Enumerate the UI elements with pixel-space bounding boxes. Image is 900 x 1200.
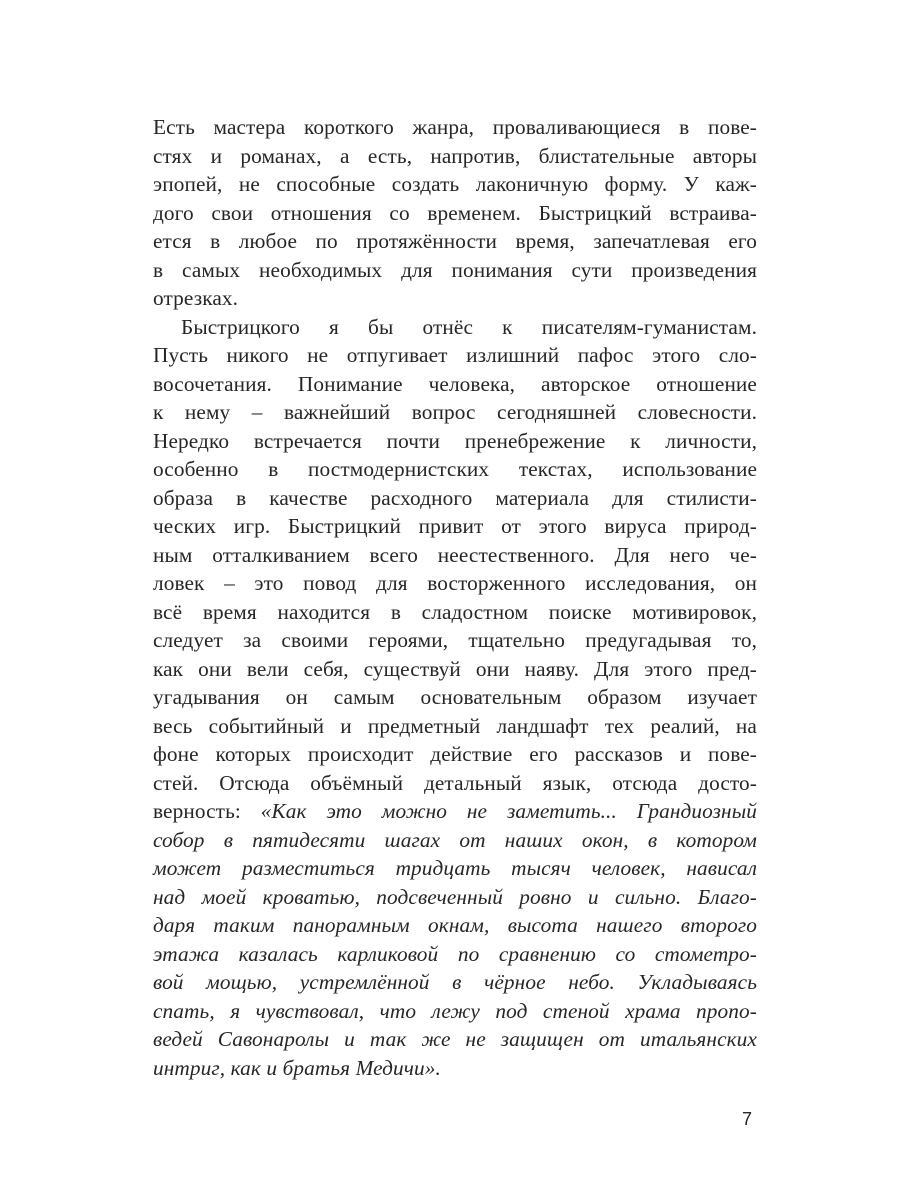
page-number: 7 — [742, 1109, 753, 1129]
paragraph-2-line: всё время находится в сладостном поиске мотивировок, — [153, 599, 757, 624]
paragraph-2-line: ным отталкиванием всего неестественного. Для него че- — [153, 542, 757, 567]
paragraph-2-line: стей. Отсюда объёмный детальный язык, отсюда досто- — [153, 770, 757, 795]
paragraph-2-line: ловек – это повод для восторженного исследования, он — [153, 571, 757, 595]
quote-start-text: «Как это можно не заметить... Грандиозный — [260, 799, 757, 823]
quote-line: над моей кроватью, подсвеченный ровно и сильно. Благо- — [153, 884, 757, 909]
paragraph-1-line: ется в любое по протяжённости время, запечатлевая его — [153, 229, 757, 253]
quote-intro-line — [153, 797, 757, 826]
paragraph-2-line: к нему – важнейший вопрос сегодняшней словесности. — [153, 400, 757, 424]
quote-intro-text: верность: — [153, 799, 261, 823]
paragraph-2-line: восочетания. Понимание человека, авторское отношение — [153, 371, 757, 396]
paragraph-1-line: дого свои отношения со временем. Быстрицкий встраива- — [153, 200, 757, 225]
paragraph-1-line: в самых необходимых для понимания сути произведения — [153, 257, 757, 282]
quote-line: может разместиться тридцать тысяч человек, нависал — [153, 856, 757, 880]
paragraph-1-line: эпопей, не способные создать лаконичную форму. У каж- — [153, 172, 757, 196]
paragraph-2-line: угадывания он самым основательным образом изучает — [153, 685, 757, 709]
paragraph-2-line: весь событийный и предметный ландшафт тех реалий, на — [153, 713, 757, 738]
quote-line: даря таким панорамным окнам, высота нашего второго — [153, 913, 757, 937]
quote-line: интриг, как и братья Медичи». — [153, 1055, 441, 1080]
quote-line: спать, я чувствовал, что лежу под стеной храма пропо- — [153, 998, 757, 1023]
paragraph-1-line: отрезках. — [153, 286, 239, 310]
quote-line: вой мощью, устремлённой в чёрное небо. Укладываясь — [153, 970, 757, 994]
paragraph-2-line: Быстрицкого я бы отнёс к писателям-гуманистам. — [181, 314, 757, 339]
paragraph-2-line: фоне которых происходит действие его рассказов и пове- — [153, 742, 757, 766]
paragraph-1-line: стях и романах, а есть, напротив, блистательные авторы — [153, 143, 757, 168]
paragraph-2-line: Нередко встречается почти пренебрежение к личности, — [153, 428, 757, 453]
paragraph-2-line: образа в качестве расходного материала для стилисти- — [153, 485, 757, 510]
quote-line: собор в пятидесяти шагах от наших окон, в котором — [153, 827, 757, 852]
paragraph-2-line: следует за своими героями, тщательно предугадывая то, — [153, 628, 757, 652]
paragraph-1-line: Есть мастера короткого жанра, проваливающиеся в пове- — [153, 115, 757, 139]
paragraph-2-line: особенно в постмодернистских текстах, использование — [153, 457, 757, 481]
paragraph-2-line: как они вели себя, существуй они наяву. Для этого пред- — [153, 656, 757, 681]
quote-line: этажа казалась карликовой по сравнению со стометро- — [153, 941, 757, 966]
paragraph-2-line: ческих игр. Быстрицкий привит от этого вируса природ- — [153, 514, 757, 538]
body-text — [153, 113, 757, 1082]
quote-line: ведей Савонаролы и так же не защищен от итальянских — [153, 1027, 757, 1051]
paragraph-2-line: Пусть никого не отпугивает излишний пафос этого сло- — [153, 343, 757, 367]
